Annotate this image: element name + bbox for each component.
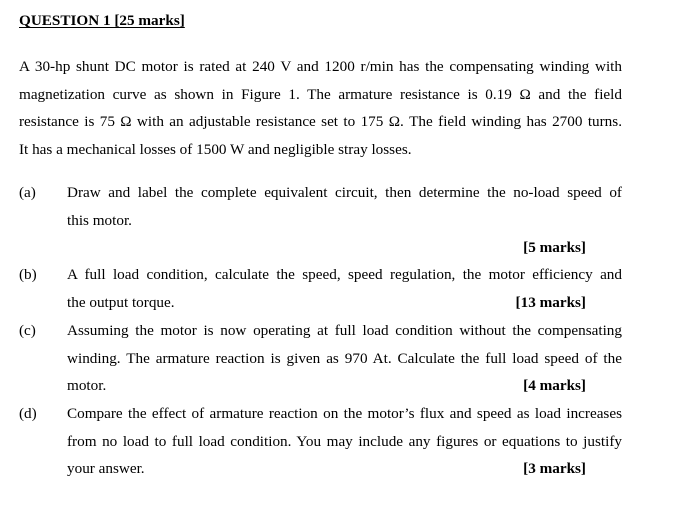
part-a-line: this motor.	[67, 211, 132, 229]
intro-line: magnetization curve as shown in Figure 1. The armature resistance is 0.19 Ω and the field	[19, 85, 622, 103]
part-a-line: Draw and label the complete equivalent circuit, then determine the no-load speed of	[67, 184, 622, 201]
part-d-body	[67, 403, 622, 486]
part-b-line: the output torque.	[67, 293, 175, 311]
part-b-marks: [13 marks]	[515, 293, 586, 311]
part-c-line: motor.	[67, 377, 107, 395]
intro-line: A 30-hp shunt DC motor is rated at 240 V and 1200 r/min has the compensating winding with	[19, 58, 622, 75]
intro-line: It has a mechanical losses of 1500 W and negligible stray losses.	[19, 140, 412, 158]
part-b-line: A full load condition, calculate the speed, speed regulation, the motor efficiency and	[67, 266, 622, 283]
part-b-body	[67, 264, 622, 319]
part-c-marks: [4 marks]	[523, 377, 586, 395]
part-c-last-line	[67, 375, 622, 403]
part-c-line: Assuming the motor is now operating at full load condition without the compensating	[67, 322, 622, 339]
intro-line: resistance is 75 Ω with an adjustable resistance set to 175 Ω. The field winding has 2700 turns.	[19, 113, 622, 131]
part-d-line: Compare the effect of armature reaction on the motor’s flux and speed as load increases	[67, 405, 622, 422]
part-d-line: your answer.	[67, 460, 145, 478]
part-a-body	[67, 182, 622, 237]
question-heading: QUESTION 1 [25 marks]	[19, 12, 185, 29]
part-c-line: winding. The armature reaction is given as 970 At. Calculate the full load speed of the	[67, 349, 622, 367]
part-d-last-line	[67, 458, 622, 486]
part-d-label: (d)	[19, 405, 37, 422]
question-intro	[19, 56, 622, 166]
part-c-body	[67, 320, 622, 403]
part-a-label: (a)	[19, 184, 36, 201]
part-b-label: (b)	[19, 266, 37, 283]
part-c-label: (c)	[19, 322, 36, 339]
part-d-line: from no load to full load condition. You may include any figures or equations to justify	[67, 432, 622, 450]
part-b-last-line	[67, 292, 622, 320]
part-a-marks: [5 marks]	[523, 239, 586, 256]
part-d-marks: [3 marks]	[523, 460, 586, 478]
